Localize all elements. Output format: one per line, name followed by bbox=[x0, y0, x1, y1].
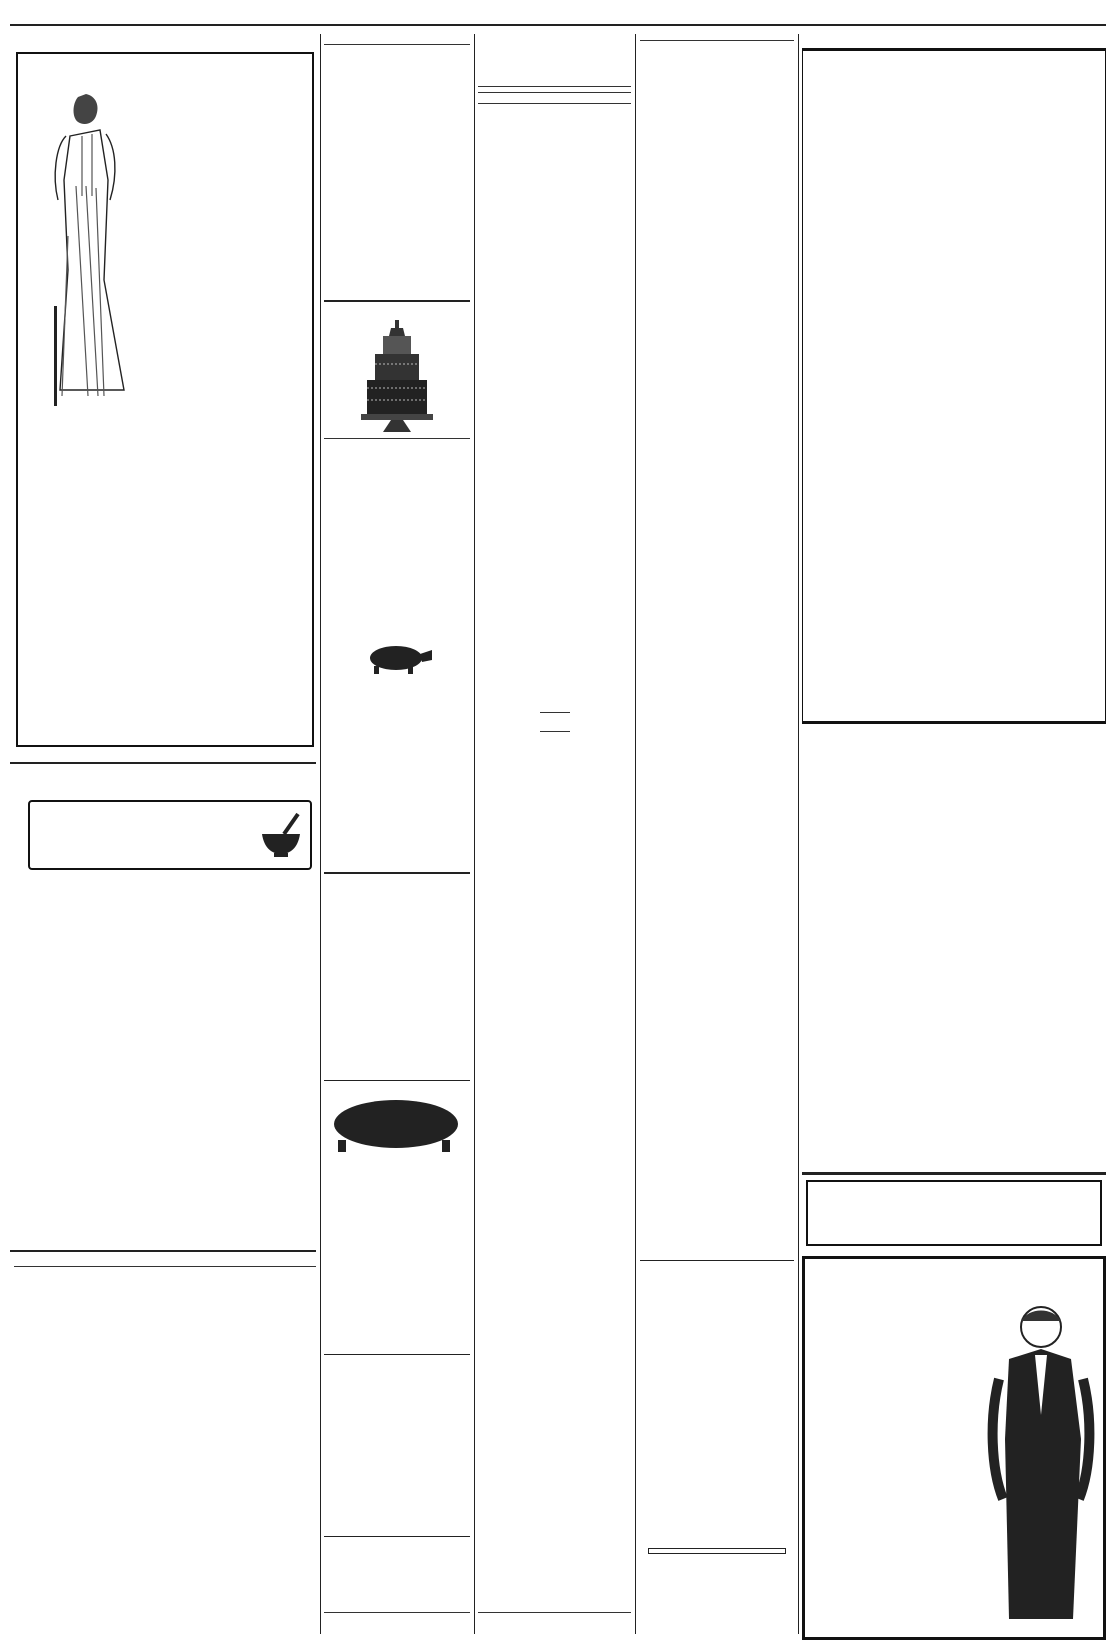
banks-advert bbox=[478, 56, 631, 576]
column-rule-3 bbox=[635, 34, 636, 1634]
mortar-icon bbox=[258, 810, 304, 860]
gentleman-illustration bbox=[979, 1299, 1099, 1629]
lady-illustration bbox=[26, 76, 136, 406]
bacon-logo bbox=[324, 1094, 470, 1154]
newton-king-advert bbox=[802, 728, 1106, 1172]
nelson-moate-advert bbox=[642, 1544, 792, 1638]
divider-inglewood bbox=[324, 1080, 470, 1081]
divider-borthwick bbox=[324, 872, 470, 874]
harkness-notice bbox=[324, 1540, 470, 1610]
divider-newton bbox=[802, 1172, 1106, 1175]
column-rule-1 bbox=[320, 34, 321, 1634]
pig-icon bbox=[360, 640, 434, 676]
cow-article bbox=[640, 36, 794, 1026]
amber-tips-advert bbox=[806, 1180, 1102, 1246]
prescriptions-banner bbox=[28, 800, 312, 870]
job-printing-advert bbox=[478, 690, 631, 1590]
reward-notice bbox=[324, 1612, 470, 1638]
divider-morey bbox=[10, 762, 316, 764]
inglewood-advert bbox=[324, 880, 470, 1080]
masthead bbox=[10, 6, 1106, 22]
van-houten-advert bbox=[802, 1256, 1106, 1640]
divider-edwards bbox=[10, 1250, 316, 1252]
wedding-cake-illustration bbox=[357, 314, 437, 434]
richardson-advert bbox=[324, 40, 470, 298]
farms-advert bbox=[14, 1262, 316, 1642]
borthwick-advert bbox=[324, 636, 470, 868]
nelson-tagline bbox=[648, 1548, 786, 1554]
elder-orders bbox=[324, 438, 470, 443]
divider-dimock bbox=[324, 1354, 470, 1355]
masthead-rule bbox=[10, 24, 1106, 26]
column-rule-4 bbox=[798, 34, 799, 1634]
woodville-advert bbox=[324, 1358, 470, 1536]
morey-frame bbox=[16, 52, 314, 747]
column-rule-2 bbox=[474, 34, 475, 1634]
dimock-advert bbox=[324, 1090, 470, 1350]
jackson-frame bbox=[802, 48, 1106, 724]
divider-woodville bbox=[324, 1536, 470, 1537]
beauty-article bbox=[640, 1266, 794, 1542]
edwards-advert bbox=[14, 800, 316, 1245]
morey-advert bbox=[14, 34, 316, 749]
james-notice bbox=[478, 1612, 631, 1638]
divider-wool bbox=[640, 1260, 794, 1261]
wool-article bbox=[640, 1030, 794, 1255]
elder-advert bbox=[324, 306, 470, 634]
divider-richardson bbox=[324, 300, 470, 302]
jackson-advert bbox=[802, 34, 1106, 724]
